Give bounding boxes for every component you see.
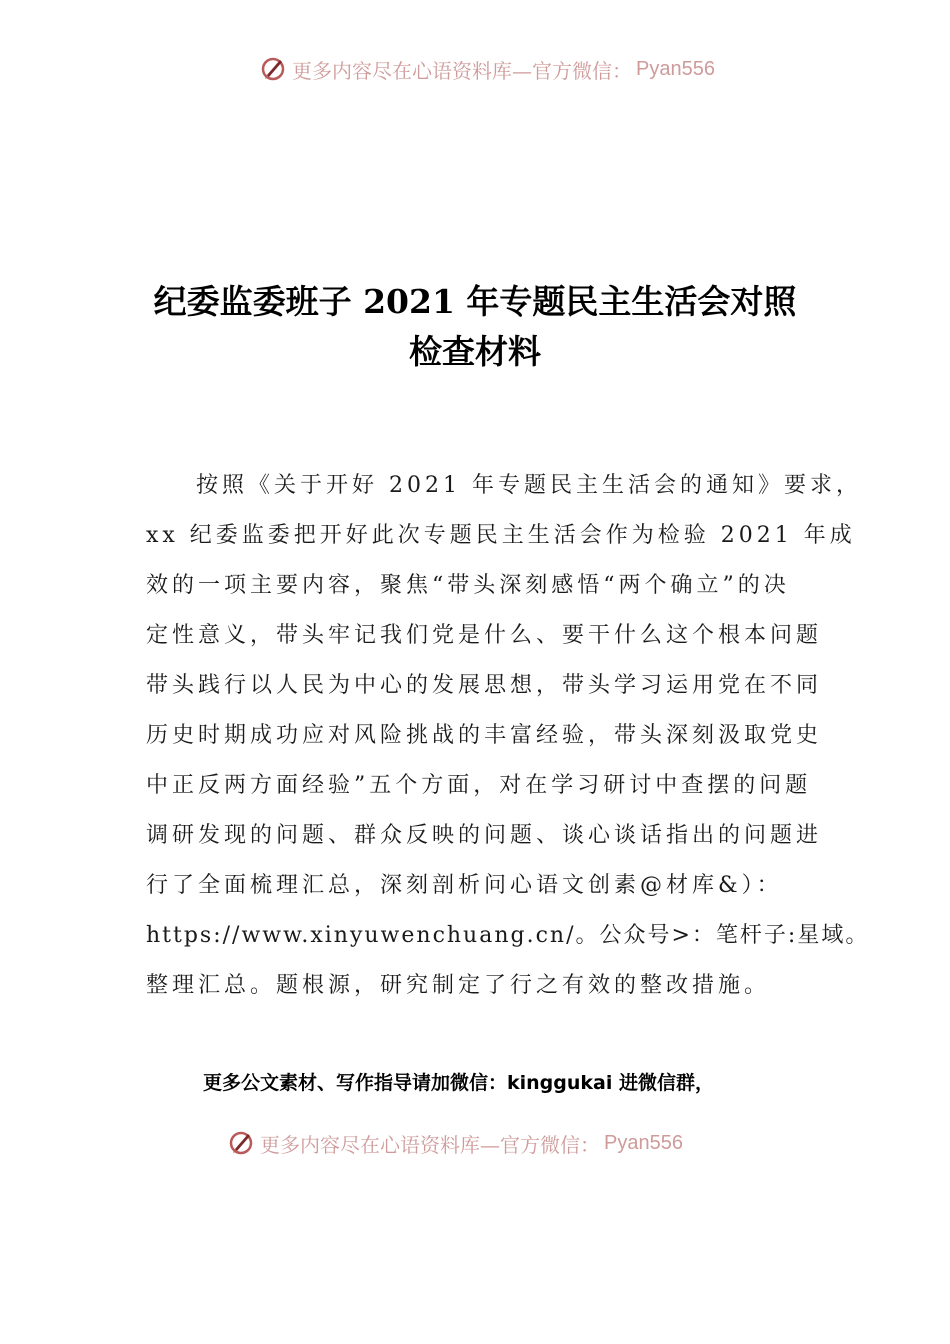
watermark-id: Pyan556 (604, 1131, 683, 1154)
body-line: 效的一项主要内容，聚焦“带头深刻感悟“两个确立”的决 (146, 573, 790, 598)
body-line: 行了全面梳理汇总，深刻剖析问心语文创素@材库&）： (146, 873, 783, 898)
body-line: 带头践行以人民为中心的发展思想，带头学习运用党在不同 (146, 673, 823, 698)
watermark-text: 更多内容尽在心语资料库—官方微信： (292, 58, 632, 83)
body-line: 调研发现的问题、群众反映的问题、谈心谈话指出的问题进 (146, 823, 823, 848)
document-title-line-2: 检查材料 (409, 332, 541, 371)
body-line: xx 纪委监委把开好此次专题民主生活会作为检验 2021 年成 (146, 523, 856, 548)
pen-logo-icon (226, 1128, 256, 1158)
footer-contact-note: 更多公文素材、写作指导请加微信：kinggukai 进微信群， (203, 1072, 714, 1094)
pen-logo-icon (258, 54, 288, 84)
body-line: 历史时期成功应对风险挑战的丰富经验，带头深刻汲取党史 (146, 723, 823, 748)
body-line-url: https://www.xinyuwenchuang.cn/。公众号>：笔杆子:星域。 (146, 923, 870, 948)
body-line: 中正反两方面经验”五个方面，对在学习研讨中查摆的问题 (146, 773, 812, 798)
body-line: 定性意义，带头牢记我们党是什么、要干什么这个根本问题 (146, 623, 823, 648)
document-title-line-1: 纪委监委班子 2021 年专题民主生活会对照 (153, 282, 797, 321)
watermark-footer (226, 1128, 683, 1158)
watermark-id: Pyan556 (636, 57, 715, 80)
watermark-text: 更多内容尽在心语资料库—官方微信： (260, 1132, 600, 1157)
body-line: 整理汇总。题根源，研究制定了行之有效的整改措施。 (146, 973, 771, 998)
body-line: 按照《关于开好 2021 年专题民主生活会的通知》要求， (196, 473, 862, 498)
watermark-header (258, 54, 715, 84)
